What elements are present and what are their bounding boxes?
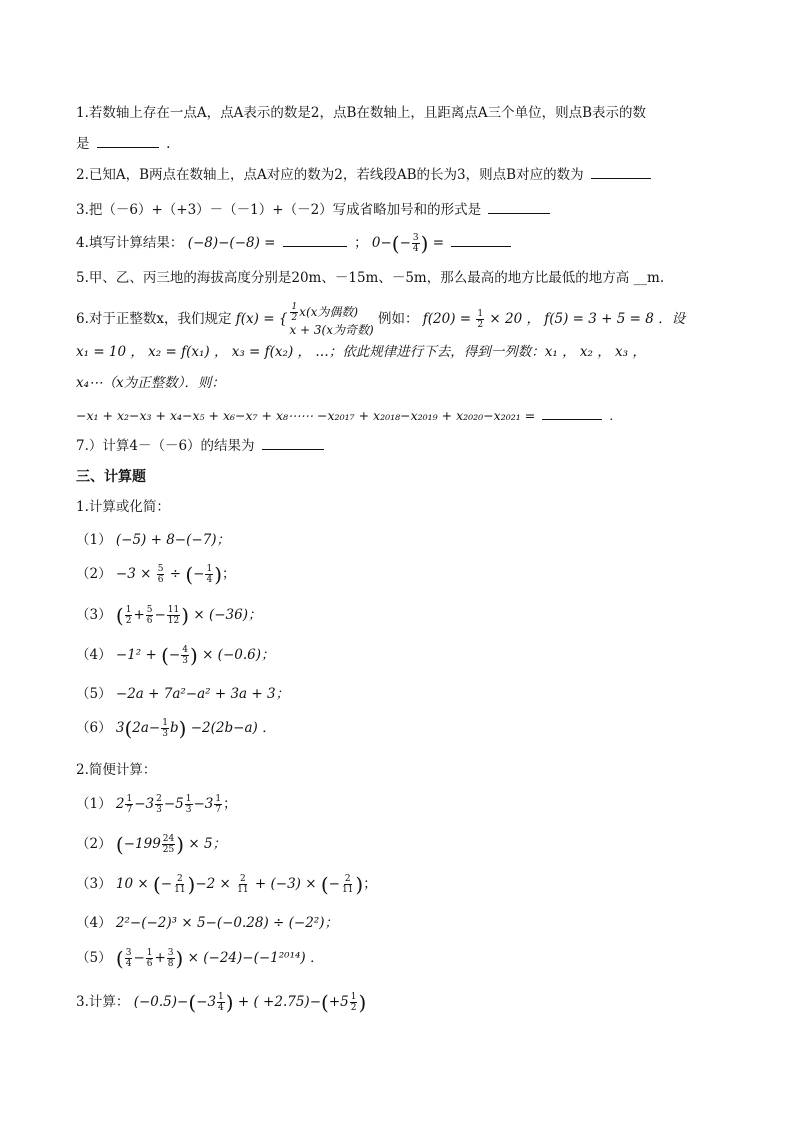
piecewise-function: f(x) = { bbox=[235, 311, 288, 327]
question-2-text: 2.已知A，B两点在数轴上，点A对应的数为2，若线段AB的长为3，则点B对应的数为 bbox=[76, 167, 584, 183]
piecewise-cases: $\frac{1}{2}$ x(x为偶数) x + 3(x为奇数) bbox=[289, 302, 374, 337]
item-expression: 3 bbox=[115, 720, 125, 736]
item-label: （3） bbox=[76, 876, 112, 892]
question-5 bbox=[76, 268, 664, 288]
question-1-text-2: 是 bbox=[76, 136, 90, 152]
question-4-separator: ； bbox=[354, 235, 368, 251]
item-expression: −2a + 7a²−a² + 3a + 3； bbox=[115, 686, 290, 702]
question-3-text: 3.把（－6）+（+3）－（－1）+（－2）写成省略加号和的形式是 bbox=[76, 202, 482, 218]
example-1-b: × 20 bbox=[489, 311, 523, 327]
item-expression: (−5) + 8−(−7)； bbox=[115, 532, 231, 548]
example-2: ， f(5) = 3 + 5 = 8 ．设 bbox=[526, 311, 686, 327]
question-4-label: 4.填写计算结果： bbox=[76, 235, 184, 251]
problem-2-item-5: （5） ( $\frac{3}{4}$ − $\frac{1}{6}$ + $\frac{3}{8}$ ) × (−24)−(−1²⁰¹⁴) ． bbox=[76, 946, 324, 971]
item-label: （1） bbox=[76, 532, 112, 548]
answer-blank-3[interactable] bbox=[488, 199, 550, 214]
question-6-note: x₄⋯（x为正整数）．则： bbox=[76, 375, 225, 391]
problem-1-item-6: （6） 3(2a− $\frac{1}{3}$ b) −2(2b−a) ． bbox=[76, 716, 276, 741]
problem-1-item-2: （2） −3 × $\frac{5}{6}$ ÷ (− $\frac{1}{4}$ )； bbox=[76, 562, 236, 587]
example-1: f(20) = bbox=[422, 311, 472, 327]
problem-2-item-4 bbox=[76, 913, 338, 933]
problem-3-label: 3.计算： bbox=[76, 994, 130, 1010]
question-1 bbox=[76, 103, 646, 123]
problem-1-item-3: （3） ( $\frac{1}{2}$ + $\frac{5}{6}$ − $\frac{11}{12}$ ) × (−36)； bbox=[76, 603, 262, 628]
question-6: 6.对于正整数x，我们规定 f(x) = { $\frac{1}{2}$ x(x为偶数) x + 3(x为奇数) 例如： f(20) = $\frac{1}{2}$ × 20 ， f(5) = 3 + 5 = 8 ．设 bbox=[76, 302, 686, 337]
answer-blank-7[interactable] bbox=[262, 435, 324, 450]
item-label: （4） bbox=[76, 647, 112, 663]
item-expression: 2²−(−2)³ × 5−(−0.28) ÷ (−2²)； bbox=[115, 915, 338, 931]
question-6-sequence: x₁ = 10 ， x₂ = f(x₁) ， x₃ = f(x₂) ， …；依此规律进行下去，得到一列数：x₁ ， x₂ ， x₃ ， bbox=[76, 344, 646, 360]
problem-1-title: 1.计算或化简： bbox=[76, 499, 170, 515]
question-4-expr-1: (−8)−(−8) = bbox=[187, 235, 276, 251]
problem-2-title: 2.简便计算： bbox=[76, 762, 157, 778]
problem-3-expr-b: + ( +2.75)− bbox=[237, 994, 321, 1010]
problem-2-item-1: （1） 2 $\frac{1}{7}$ −3 $\frac{2}{3}$ −5 $\frac{1}{3}$ −3 $\frac{1}{7}$ ； bbox=[76, 794, 237, 815]
question-4-equals: = bbox=[432, 235, 445, 251]
item-label: （1） bbox=[76, 796, 112, 812]
question-1-text: 1.若数轴上存在一点A，点A表示的数是2，点B在数轴上，且距离点A三个单位，则点B表示的数 bbox=[76, 105, 647, 121]
question-7 bbox=[76, 435, 327, 456]
question-6-line-4 bbox=[76, 405, 613, 426]
problem-2-item-2: （2） (−199 $\frac{24}{25}$ ) × 5； bbox=[76, 832, 227, 857]
question-1-period: . bbox=[166, 136, 171, 152]
item-expression: × (−24)−(−1²⁰¹⁴) ． bbox=[187, 950, 324, 966]
item-label: （6） bbox=[76, 720, 112, 736]
question-2 bbox=[76, 164, 654, 185]
item-label: （5） bbox=[76, 950, 112, 966]
problem-2-item-3: （3） 10 × (− $\frac{2}{11}$ )−2 × $\frac{2}{11}$ + (−3) × (− $\frac{2}{11}$ )； bbox=[76, 872, 377, 897]
item-label: （5） bbox=[76, 686, 112, 702]
question-4: 4.填写计算结果： (−8)−(−8) = ； 0−(− $\frac{3}{4}$ ) = bbox=[76, 232, 514, 254]
question-6-line-2 bbox=[76, 342, 646, 362]
question-4-expr-2: 0− bbox=[371, 235, 392, 251]
problem-1-item-5 bbox=[76, 684, 289, 704]
problem-1-item-4: （4） −1² + (− $\frac{4}{3}$ ) × (−0.6)； bbox=[76, 643, 275, 668]
question-1-cont bbox=[76, 133, 170, 154]
question-6-line-3 bbox=[76, 373, 225, 393]
item-expression: × (−36)； bbox=[193, 607, 262, 623]
question-3 bbox=[76, 199, 553, 220]
question-6-example: 例如： bbox=[377, 311, 419, 327]
item-expression-b: −2(2b−a) ． bbox=[190, 720, 276, 736]
section-title: 三、计算题 bbox=[76, 469, 146, 485]
item-label: （2） bbox=[76, 566, 112, 582]
question-5-text: 5.甲、乙、丙三地的海拔高度分别是20m、－15m、－5m，那么最高的地方比最低的地方高 __m. bbox=[76, 270, 665, 286]
question-6-period: . bbox=[609, 408, 614, 423]
answer-blank-4a[interactable] bbox=[283, 232, 347, 247]
question-6-text: 6.对于正整数x，我们规定 bbox=[76, 311, 232, 327]
item-divide: ÷ bbox=[169, 566, 182, 582]
item-label: （4） bbox=[76, 915, 112, 931]
item-label: （3） bbox=[76, 607, 112, 623]
item-end: ； bbox=[222, 566, 236, 582]
item-expression: −1² + bbox=[115, 647, 157, 663]
problem-1-item-1 bbox=[76, 530, 230, 550]
item-expression-b: × (−0.6)； bbox=[202, 647, 275, 663]
question-6-sum: −x₁ + x₂−x₃ + x₄−x₅ + x₆−x₇ + x₈⋯⋯ −x₂₀₁₇ + x₂₀₁₈−x₂₀₁₉ + x₂₀₂₀−x₂₀₂₁ = bbox=[76, 408, 536, 423]
problem-3-expr: (−0.5)− bbox=[133, 994, 189, 1010]
answer-blank-2[interactable] bbox=[591, 164, 651, 179]
question-7-text: 7.）计算4－（－6）的结果为 bbox=[76, 438, 255, 454]
answer-blank-4b[interactable] bbox=[451, 232, 511, 247]
answer-blank-6[interactable] bbox=[542, 405, 602, 420]
fraction-3-4: $\frac{3}{4}$ bbox=[412, 233, 419, 254]
answer-blank-1[interactable] bbox=[97, 133, 159, 148]
item-expression: −3 × bbox=[115, 566, 152, 582]
item-label: （2） bbox=[76, 836, 112, 852]
problem-3: 3.计算： (−0.5)−(−3 $\frac{1}{4}$ ) + ( +2.75)−(+5 $\frac{1}{2}$ ) bbox=[76, 990, 367, 1015]
